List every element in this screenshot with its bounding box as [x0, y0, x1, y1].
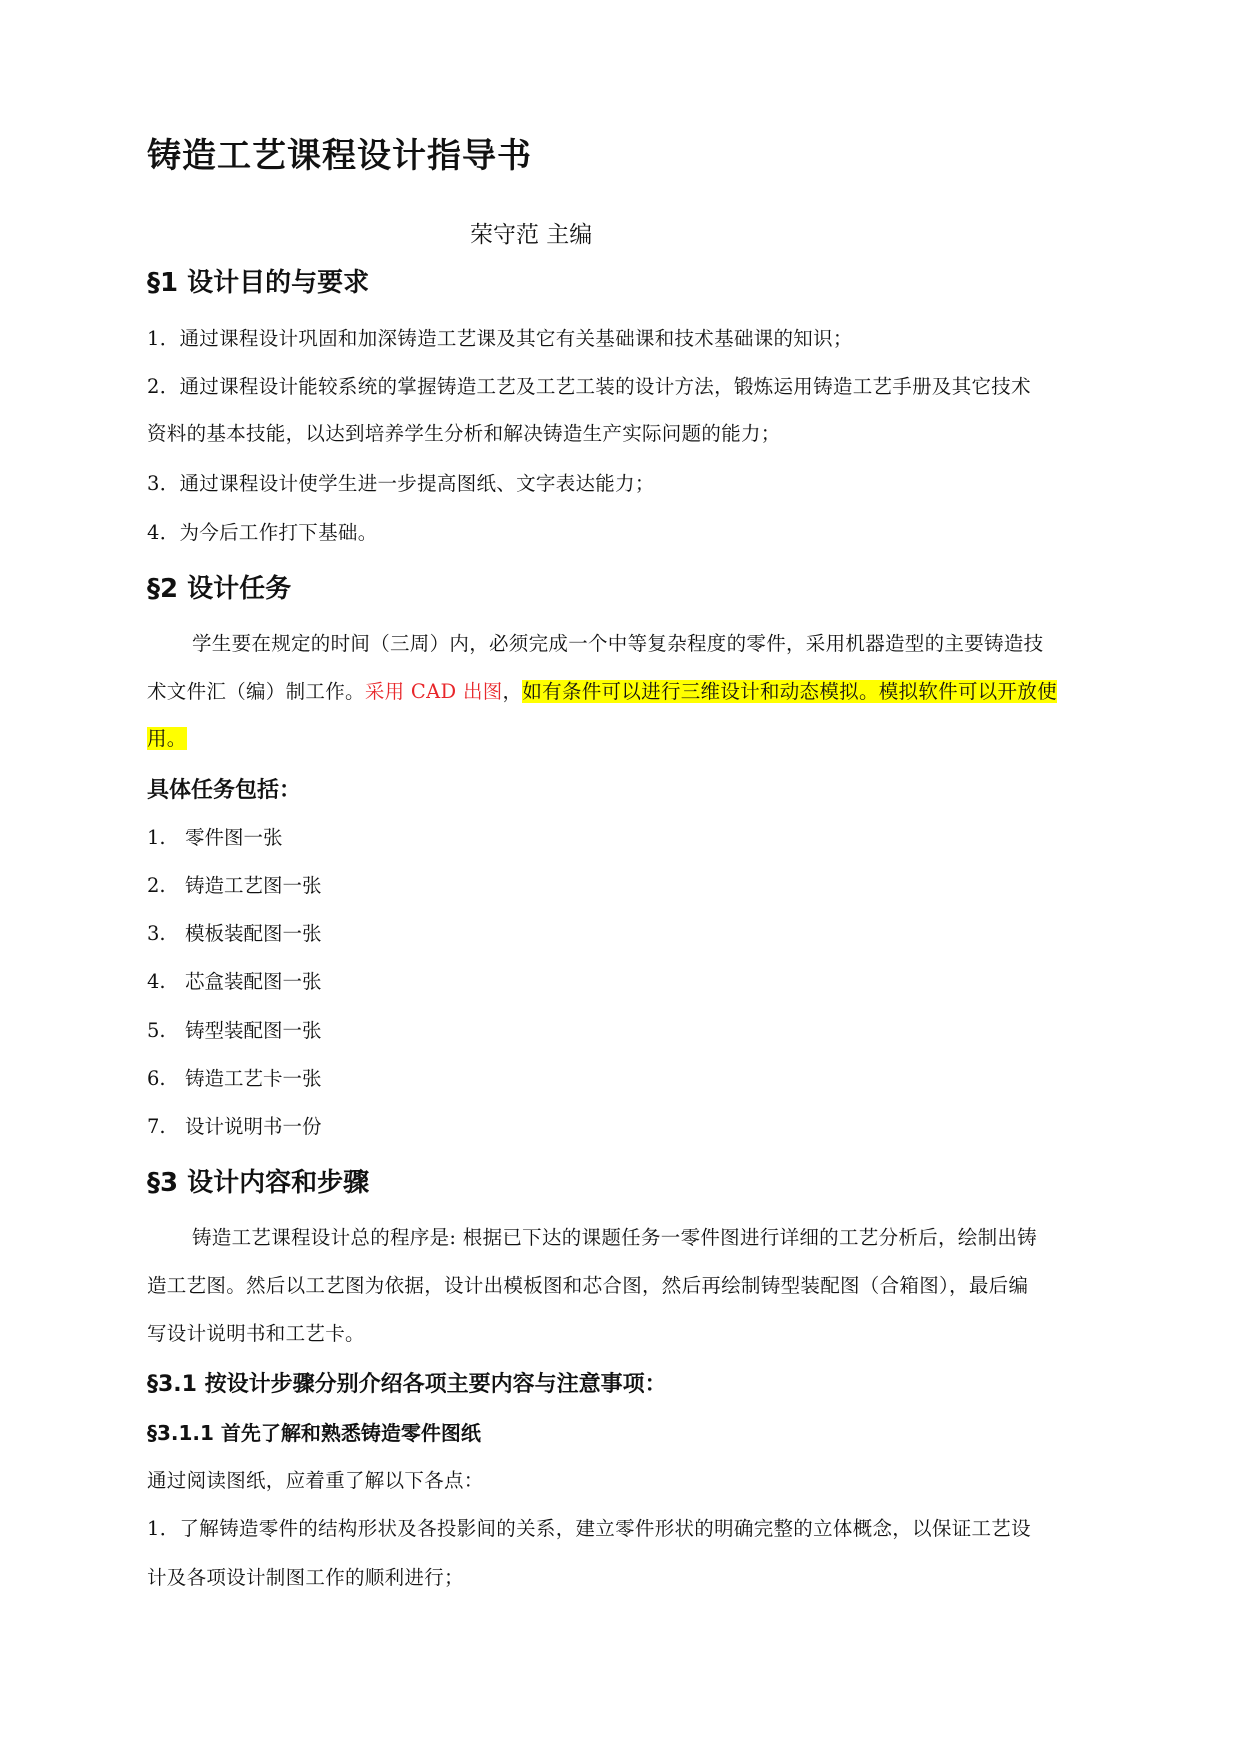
- section-1-item: 1．通过课程设计巩固和加深铸造工艺课及其它有关基础课和技术基础课的知识；: [147, 327, 853, 350]
- task-list-item: 6. 铸造工艺卡一张: [147, 1067, 322, 1090]
- highlighted-text: 如有条件可以进行三维设计和动态模拟。模拟软件可以开放使: [522, 680, 1057, 703]
- paragraph-text: ，: [502, 680, 523, 703]
- section-3-paragraph-line: 写设计说明书和工艺卡。: [147, 1322, 365, 1345]
- section-3-intro: 通过阅读图纸，应着重了解以下各点：: [147, 1469, 484, 1492]
- section-3-heading: §3 设计内容和步骤: [147, 1168, 370, 1198]
- section-2-paragraph-line: [147, 723, 187, 751]
- task-list-item: 2. 铸造工艺图一张: [147, 874, 322, 897]
- section-3-point-line: 1．了解铸造零件的结构形状及各投影间的关系，建立零件形状的明确完整的立体概念，以保证工艺设: [147, 1517, 1031, 1540]
- task-list-item: 1. 零件图一张: [147, 826, 283, 849]
- section-1-item: 2．通过课程设计能较系统的掌握铸造工艺及工艺工装的设计方法，锻炼运用铸造工艺手册及其它技术: [147, 375, 1031, 398]
- task-list-item: 3. 模板装配图一张: [147, 922, 322, 945]
- task-list-item: 4. 芯盒装配图一张: [147, 970, 322, 993]
- task-list-item: 5. 铸型装配图一张: [147, 1019, 322, 1042]
- section-2-paragraph-line: 学生要在规定的时间（三周）内，必须完成一个中等复杂程度的零件，采用机器造型的主要铸造技: [192, 632, 1044, 655]
- paragraph-text: 术文件汇（编）制工作。: [147, 680, 365, 703]
- task-list-heading: 具体任务包括：: [147, 778, 302, 803]
- section-1-heading: §1 设计目的与要求: [147, 268, 370, 298]
- highlighted-text: 用。: [147, 727, 187, 750]
- section-1-item: 资料的基本技能，以达到培养学生分析和解决铸造生产实际问题的能力；: [147, 422, 781, 445]
- document-author: 荣守范 主编: [470, 222, 593, 248]
- section-3-1-1-heading: §3.1.1 首先了解和熟悉铸造零件图纸: [147, 1421, 481, 1445]
- section-1-item: 4．为今后工作打下基础。: [147, 521, 378, 544]
- section-3-point-line: 计及各项设计制图工作的顺利进行；: [147, 1566, 464, 1589]
- section-1-item: 3．通过课程设计使学生进一步提高图纸、文字表达能力；: [147, 472, 655, 495]
- section-2-paragraph-line: [147, 676, 1057, 704]
- section-3-paragraph-line: 造工艺图。然后以工艺图为依据，设计出模板图和芯合图，然后再绘制铸型装配图（合箱图），最后编: [147, 1274, 1029, 1297]
- document-title: 铸造工艺课程设计指导书: [147, 136, 532, 176]
- task-list-item: 7. 设计说明书一份: [147, 1115, 322, 1138]
- red-emphasis-text: 采用 CAD 出图: [364, 680, 503, 703]
- section-2-heading: §2 设计任务: [147, 574, 292, 604]
- section-3-paragraph-line: 铸造工艺课程设计总的程序是: 根据已下达的课题任务一零件图进行详细的工艺分析后，绘制出铸: [192, 1226, 1037, 1249]
- section-3-1-heading: §3.1 按设计步骤分别介绍各项主要内容与注意事项：: [147, 1372, 667, 1397]
